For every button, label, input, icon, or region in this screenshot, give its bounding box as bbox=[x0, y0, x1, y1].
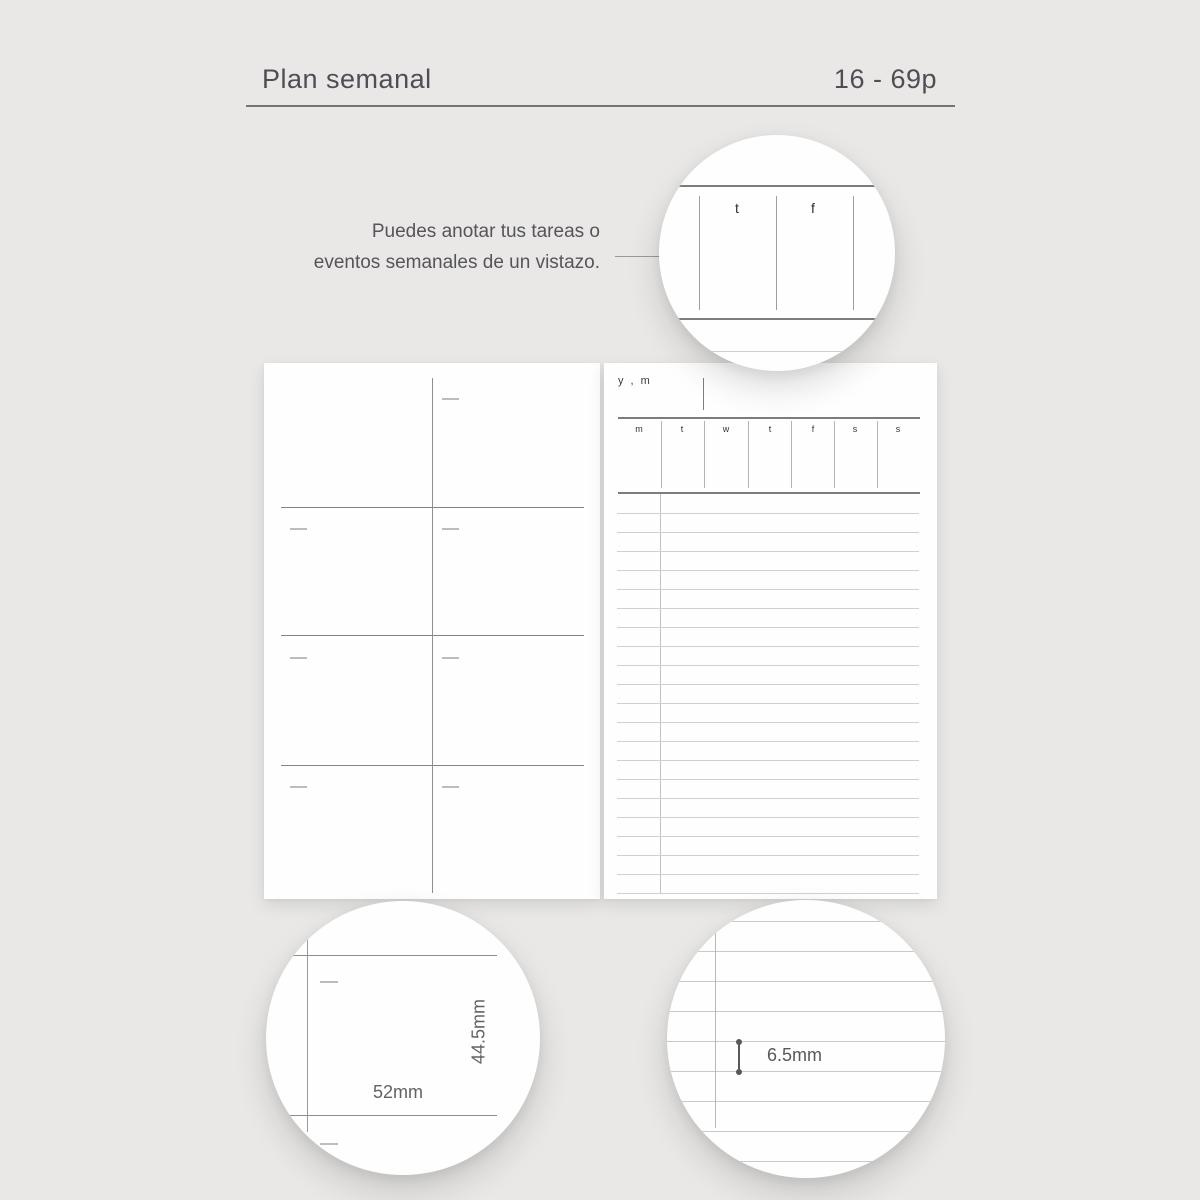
header-divider bbox=[246, 105, 955, 107]
magnified-top-line bbox=[659, 185, 895, 187]
annotation-connector-line bbox=[615, 256, 661, 257]
year-month-label: y , m bbox=[618, 375, 652, 387]
zoom-callout-week-header bbox=[659, 135, 895, 371]
magnified-bottom-line bbox=[659, 318, 895, 320]
spacing-measure-line bbox=[738, 1041, 740, 1072]
zoom-callout-line-spacing bbox=[667, 900, 945, 1178]
ruled-line bbox=[617, 798, 919, 799]
ruled-line bbox=[617, 836, 919, 837]
weekday-label-sunday: s bbox=[895, 424, 901, 434]
page-range: 16 - 69p bbox=[833, 64, 937, 94]
page-title: Plan semanal bbox=[262, 64, 432, 94]
date-dash bbox=[290, 786, 307, 788]
ruled-line bbox=[617, 893, 919, 894]
ruled-line bbox=[617, 741, 919, 742]
ruled-line bbox=[617, 684, 919, 685]
week-header-bottom-line bbox=[618, 492, 920, 494]
weekday-column-divider bbox=[704, 421, 705, 488]
ruled-line bbox=[667, 1041, 945, 1042]
magnified-day-label-f: f bbox=[811, 200, 815, 216]
zoom-callout-cell-size bbox=[266, 901, 540, 1175]
ruled-line bbox=[617, 722, 919, 723]
year-month-divider bbox=[703, 378, 704, 410]
ruled-line bbox=[617, 817, 919, 818]
ruled-line bbox=[667, 1101, 945, 1102]
ruled-line bbox=[667, 951, 945, 952]
line-spacing-measurement: 6.5mm bbox=[767, 1045, 823, 1065]
spacing-measure-dot bbox=[736, 1069, 742, 1075]
date-dash bbox=[442, 528, 459, 530]
weekday-label-saturday: s bbox=[852, 424, 858, 434]
magnified-date-dash bbox=[320, 1143, 338, 1145]
ruled-line bbox=[667, 1071, 945, 1072]
magnified-ruled-line bbox=[659, 351, 895, 352]
magnified-column-divider bbox=[699, 196, 700, 310]
ruled-line bbox=[617, 874, 919, 875]
planner-left-page bbox=[264, 363, 600, 899]
magnified-day-label-t: t bbox=[735, 200, 739, 216]
weekday-column-divider bbox=[877, 421, 878, 488]
ruled-line bbox=[667, 1011, 945, 1012]
ruled-line bbox=[617, 627, 919, 628]
ruled-line bbox=[617, 551, 919, 552]
magnified-grid-vertical-line bbox=[307, 930, 308, 1132]
ruled-line bbox=[667, 981, 945, 982]
planner-right-page bbox=[604, 363, 937, 899]
weekday-label-tuesday: t bbox=[680, 424, 684, 434]
weekday-label-friday: f bbox=[811, 424, 815, 434]
ruled-line bbox=[617, 608, 919, 609]
magnified-margin-line bbox=[715, 927, 716, 1128]
ruled-line bbox=[617, 760, 919, 761]
ruled-line bbox=[617, 532, 919, 533]
date-dash bbox=[442, 786, 459, 788]
weekday-label-wednesday: w bbox=[722, 424, 730, 434]
annotation-line-1: Puedes anotar tus tareas o bbox=[371, 221, 600, 242]
ruled-line bbox=[667, 1161, 945, 1162]
magnified-column-divider bbox=[776, 196, 777, 310]
weekday-column-divider bbox=[748, 421, 749, 488]
magnified-cell-top-line bbox=[285, 955, 497, 956]
annotation-text bbox=[314, 216, 600, 278]
annotation-line-2: eventos semanales de un vistazo. bbox=[313, 252, 600, 273]
ruled-line bbox=[617, 703, 919, 704]
ruled-line bbox=[617, 646, 919, 647]
grid-horizontal-line bbox=[281, 635, 584, 636]
weekday-label-thursday: t bbox=[768, 424, 772, 434]
ruled-line bbox=[617, 589, 919, 590]
weekday-column-divider bbox=[791, 421, 792, 488]
date-dash bbox=[442, 398, 459, 400]
week-header-top-line bbox=[618, 417, 920, 419]
notes-margin-line bbox=[660, 494, 661, 893]
date-dash bbox=[442, 657, 459, 659]
grid-horizontal-line bbox=[281, 765, 584, 766]
weekday-label-monday: m bbox=[635, 424, 643, 434]
ruled-line bbox=[617, 855, 919, 856]
spacing-measure-dot bbox=[736, 1039, 742, 1045]
ruled-line bbox=[667, 1131, 945, 1132]
magnified-date-dash bbox=[320, 981, 338, 983]
weekday-column-divider bbox=[834, 421, 835, 488]
date-dash bbox=[290, 528, 307, 530]
magnified-cell-bottom-line bbox=[285, 1115, 497, 1116]
ruled-line bbox=[667, 921, 945, 922]
ruled-line bbox=[617, 665, 919, 666]
cell-width-measurement: 52mm bbox=[372, 1082, 423, 1102]
ruled-line bbox=[617, 513, 919, 514]
date-dash bbox=[290, 657, 307, 659]
grid-horizontal-line bbox=[281, 507, 584, 508]
ruled-line bbox=[617, 570, 919, 571]
magnified-column-divider bbox=[853, 196, 854, 310]
ruled-line bbox=[617, 779, 919, 780]
cell-height-measurement: 44.5mm bbox=[468, 998, 489, 1065]
weekday-column-divider bbox=[661, 421, 662, 488]
